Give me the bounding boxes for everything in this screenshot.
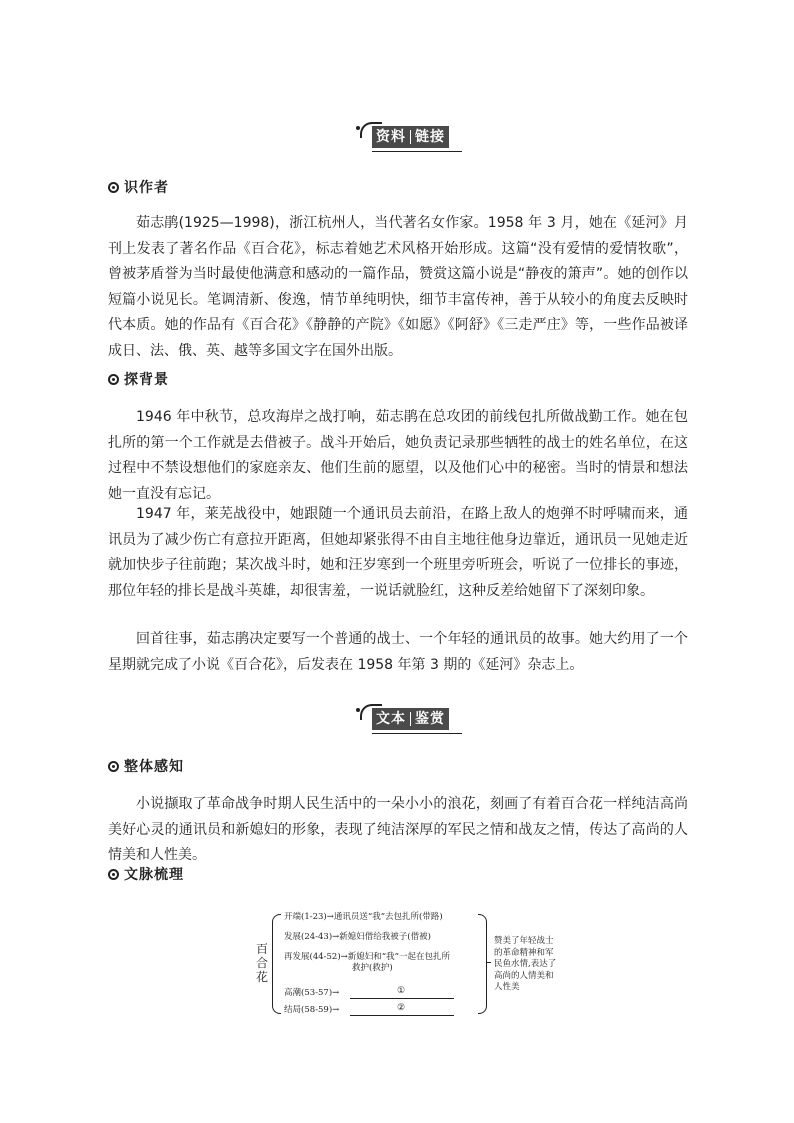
heading-text: 识作者: [124, 180, 169, 196]
heading-overall: [108, 756, 184, 776]
right-brace: [478, 914, 487, 1014]
stage-content: 新媳妇借给我被子(借被): [339, 932, 431, 942]
heading-text: 文脉梳理: [124, 867, 184, 883]
diagram-summary: 赞美了年轻战士的革命精神和军民鱼水情,表达了高尚的人情美和人性美: [494, 936, 557, 992]
arrow-icon: →: [326, 912, 334, 922]
left-brace: [272, 914, 281, 1014]
bullet-circle-icon: [108, 761, 119, 772]
heading-structure: [108, 864, 184, 884]
arrow-icon: →: [332, 1005, 340, 1015]
bullet-circle-icon: [108, 182, 119, 193]
blank-line: [350, 998, 454, 999]
paragraph-background-3: 回首往事，茹志鹃决定要写一个普通的战士、一个年轻的通讯员的故事。她大约用了一个星期就完成了小说《百合花》，后发表在 1958 年第 3 期的《延河》杂志上。: [108, 631, 688, 673]
diagram-row: [284, 1005, 339, 1016]
bullet-circle-icon: [108, 374, 119, 385]
stage-label: 结局(58-59): [284, 1005, 333, 1015]
arrow-icon: →: [332, 988, 340, 998]
right-brace-tip: [486, 962, 491, 963]
banner-underline: [372, 733, 462, 734]
diagram-row: [284, 932, 431, 943]
banner-text-left: 文本: [376, 711, 406, 727]
paragraph-overall: 小说撷取了革命战争时期人民生活中的一朵小小的浪花，刻画了有着百合花一样纯洁高尚美好心灵的通讯员和新媳妇的形象，表现了纯洁深厚的军民之情和战友之情，传达了高尚的人情美和人性美。: [108, 796, 688, 863]
banner-dot: [356, 126, 360, 130]
heading-background: [108, 369, 169, 389]
section-banner-ziliao: [0, 118, 794, 158]
paragraph-author: 茹志鹃(1925—1998)，浙江杭州人，当代著名女作家。1958 年 3 月，她在《延河》月刊上发表了著名作品《百合花》，标志着她艺术风格开始形成。这篇“没有爱情的爱情牧歌”，曾被茅盾誉为当时最使他满意和感动的一篇作品，赞赏这篇小说是“静夜的箫声”。她的创作以短篇小说见长。笔调清新、俊逸，情节单纯明快，细节丰富传神，善于从较小的角度去反映时代本质。她的作品有《百合花》《静静的产院》《如愿》《阿舒》《三走严庄》等，一些作品被译成日、法、俄、英、越等多国文字在国外出版。: [108, 215, 688, 359]
banner-label: [372, 708, 449, 730]
banner-label: [372, 126, 449, 148]
heading-text: 探背景: [124, 372, 169, 388]
stage-content: 救护(救护): [352, 963, 393, 973]
blank-line: [350, 1015, 454, 1016]
paragraph-background-2: 1947 年，莱芜战役中，她跟随一个通讯员去前沿，在路上敌人的炮弹不时呼啸而来，通讯员为了减少伤亡有意拉开距离，但她却紧张得不由自主地往他身边靠近，通讯员一见她走近就加快步子往前跑；某次战斗时，她和汪岁寒到一个班里旁听班会，听说了一位排长的事迹，那位年轻的排长是战斗英雄，却很害羞，一说话就脸红，这种反差给她留下了深刻印象。: [108, 506, 688, 599]
heading-author: [108, 177, 169, 197]
stage-content: 通讯员送“我”去包扎所(带路): [333, 912, 443, 922]
diagram-row: [284, 912, 443, 923]
arrow-icon: →: [340, 952, 348, 962]
section-banner-wenben: [0, 700, 794, 740]
stage-label: 高潮(53-57): [284, 988, 333, 998]
banner-text-right: 链接: [415, 129, 445, 145]
banner-underline: [372, 151, 462, 152]
diagram-row-continuation: [352, 963, 393, 974]
paragraph-background-1: 1946 年中秋节，总攻海岸之战打响，茹志鹃在总攻团的前线包扎所做战勤工作。她在包扎所的第一个工作就是去借被子。战斗开始后，她负责记录那些牺牲的战士的姓名单位，在这过程中不禁设想他们的家庭亲友、他们生前的愿望，以及他们心中的秘密。当时的情景和想法她一直没有忘记。: [108, 409, 688, 502]
blank-number: ②: [397, 1003, 406, 1013]
structure-diagram: [250, 908, 600, 1020]
diagram-row: [284, 952, 450, 963]
stage-label: 开端(1-23): [284, 912, 327, 922]
arrow-icon: →: [332, 932, 340, 942]
blank-number: ①: [397, 986, 406, 996]
stage-label: 再发展(44-52): [284, 952, 341, 962]
banner-text-right: 鉴赏: [415, 711, 445, 727]
bullet-circle-icon: [108, 869, 119, 880]
diagram-title: 百合花: [256, 942, 269, 984]
heading-text: 整体感知: [124, 759, 184, 775]
stage-content: 新媳妇和“我”一起在包扎所: [347, 952, 450, 962]
banner-dot: [356, 708, 360, 712]
diagram-row: [284, 988, 339, 999]
stage-label: 发展(24-43): [284, 932, 333, 942]
banner-text-left: 资料: [376, 129, 406, 145]
